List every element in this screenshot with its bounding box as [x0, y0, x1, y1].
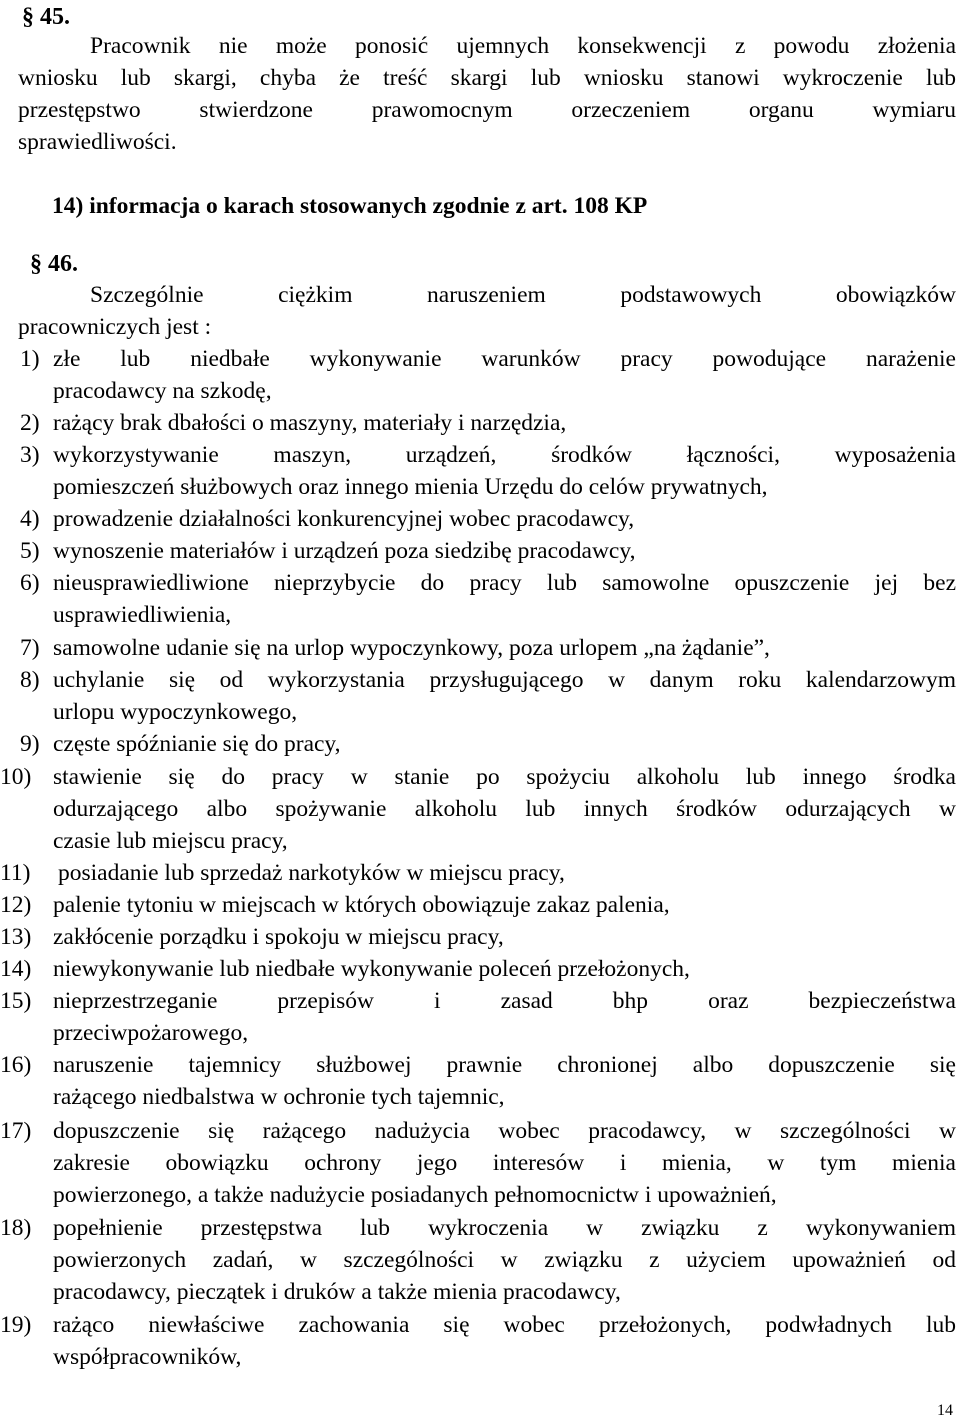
list-item-line: rażącego niedbalstwa w ochronie tych tajemnic,: [53, 1084, 505, 1110]
list-item-line: naruszenie tajemnicy służbowej prawnie chronionej albo dopuszczenie się: [53, 1052, 956, 1078]
list-item-line: popełnienie przestępstwa lub wykroczenia w związku z wykonywaniem: [53, 1215, 956, 1241]
section-45-line-4: sprawiedliwości.: [18, 129, 177, 155]
section-heading: 14) informacja o karach stosowanych zgodnie z art. 108 KP: [52, 193, 648, 219]
list-item-line: dopuszczenie się rażącego nadużycia wobec pracodawcy, w szczególności w: [53, 1118, 956, 1144]
list-item-line: zakresie obowiązku ochrony jego interesów i mienia, w tym mienia: [53, 1150, 956, 1176]
list-item-number: 13): [0, 924, 32, 950]
list-item-line: usprawiedliwienia,: [53, 602, 232, 628]
list-item-line: czasie lub miejscu pracy,: [53, 828, 288, 854]
list-item-number: 6): [20, 570, 40, 596]
list-item-line: nieprzestrzeganie przepisów i zasad bhp oraz bezpieczeństwa: [53, 988, 956, 1014]
list-item-number: 8): [20, 667, 40, 693]
list-item-line: wykorzystywanie maszyn, urządzeń, środków łączności, wyposażenia: [53, 442, 956, 468]
section-45-line-1: Pracownik nie może ponosić ujemnych konsekwencji z powodu złożenia: [90, 33, 956, 59]
list-item-number: 1): [20, 346, 40, 372]
list-item-number: 19): [0, 1312, 32, 1338]
section-46-intro-line-1: Szczególnie ciężkim naruszeniem podstawowych obowiązków: [90, 282, 956, 308]
list-item-line: złe lub niedbałe wykonywanie warunków pracy powodujące narażenie: [53, 346, 956, 372]
list-item-number: 16): [0, 1052, 32, 1078]
section-46-label: § 46.: [30, 251, 78, 277]
page-number: 14: [937, 1402, 953, 1419]
list-item-line: uchylanie się od wykorzystania przysługującego w danym roku kalendarzowym: [53, 667, 956, 693]
list-item-line: współpracowników,: [53, 1344, 242, 1370]
list-item-line: pomieszczeń służbowych oraz innego mienia Urzędu do celów prywatnych,: [53, 474, 768, 500]
list-item-line: niewykonywanie lub niedbałe wykonywanie poleceń przełożonych,: [53, 956, 690, 982]
list-item-line: rażący brak dbałości o maszyny, materiały i narzędzia,: [53, 410, 567, 436]
list-item-number: 17): [0, 1118, 32, 1144]
list-item-line: samowolne udanie się na urlop wypoczynkowy, poza urlopem „na żądanie”,: [53, 635, 770, 661]
list-item-number: 10): [0, 764, 32, 790]
list-item-number: 15): [0, 988, 32, 1014]
list-item-line: powierzonego, a także nadużycie posiadanych pełnomocnictw i upoważnień,: [53, 1182, 777, 1208]
list-item-line: stawienie się do pracy w stanie po spożyciu alkoholu lub innego środka: [53, 764, 956, 790]
list-item-line: odurzającego albo spożywanie alkoholu lub innych środków odurzających w: [53, 796, 956, 822]
list-item-number: 12): [0, 892, 32, 918]
section-45-label: § 45.: [22, 4, 70, 30]
list-item-number: 14): [0, 956, 32, 982]
list-item-number: 2): [20, 410, 40, 436]
list-item-line: powierzonych zadań, w szczególności w związku z użyciem upoważnień od: [53, 1247, 956, 1273]
list-item-line: pracodawcy, pieczątek i druków a także mienia pracodawcy,: [53, 1279, 621, 1305]
list-item-number: 18): [0, 1215, 32, 1241]
list-item-number: 3): [20, 442, 40, 468]
list-item-line: palenie tytoniu w miejscach w których obowiązuje zakaz palenia,: [53, 892, 670, 918]
list-item-line: urlopu wypoczynkowego,: [53, 699, 298, 725]
list-item-number: 11): [0, 860, 31, 886]
list-item-line: posiadanie lub sprzedaż narkotyków w miejscu pracy,: [58, 860, 565, 886]
section-46-intro-line-2: pracowniczych jest :: [18, 314, 212, 340]
list-item-line: częste spóźnianie się do pracy,: [53, 731, 341, 757]
list-item-number: 9): [20, 731, 40, 757]
list-item-number: 4): [20, 506, 40, 532]
list-item-line: prowadzenie działalności konkurencyjnej wobec pracodawcy,: [53, 506, 635, 532]
list-item-line: rażąco niewłaściwe zachowania się wobec przełożonych, podwładnych lub: [53, 1312, 956, 1338]
list-item-line: nieusprawiedliwione nieprzybycie do pracy lub samowolne opuszczenie jej bez: [53, 570, 956, 596]
list-item-number: 5): [20, 538, 40, 564]
list-item-line: przeciwpożarowego,: [53, 1020, 249, 1046]
section-45-line-3: przestępstwo stwierdzone prawomocnym orzeczeniem organu wymiaru: [18, 97, 956, 123]
list-item-line: wynoszenie materiałów i urządzeń poza siedzibę pracodawcy,: [53, 538, 636, 564]
list-item-number: 7): [20, 635, 40, 661]
list-item-line: pracodawcy na szkodę,: [53, 378, 272, 404]
list-item-line: zakłócenie porządku i spokoju w miejscu pracy,: [53, 924, 504, 950]
section-45-line-2: wniosku lub skargi, chyba że treść skargi lub wniosku stanowi wykroczenie lub: [18, 65, 956, 91]
